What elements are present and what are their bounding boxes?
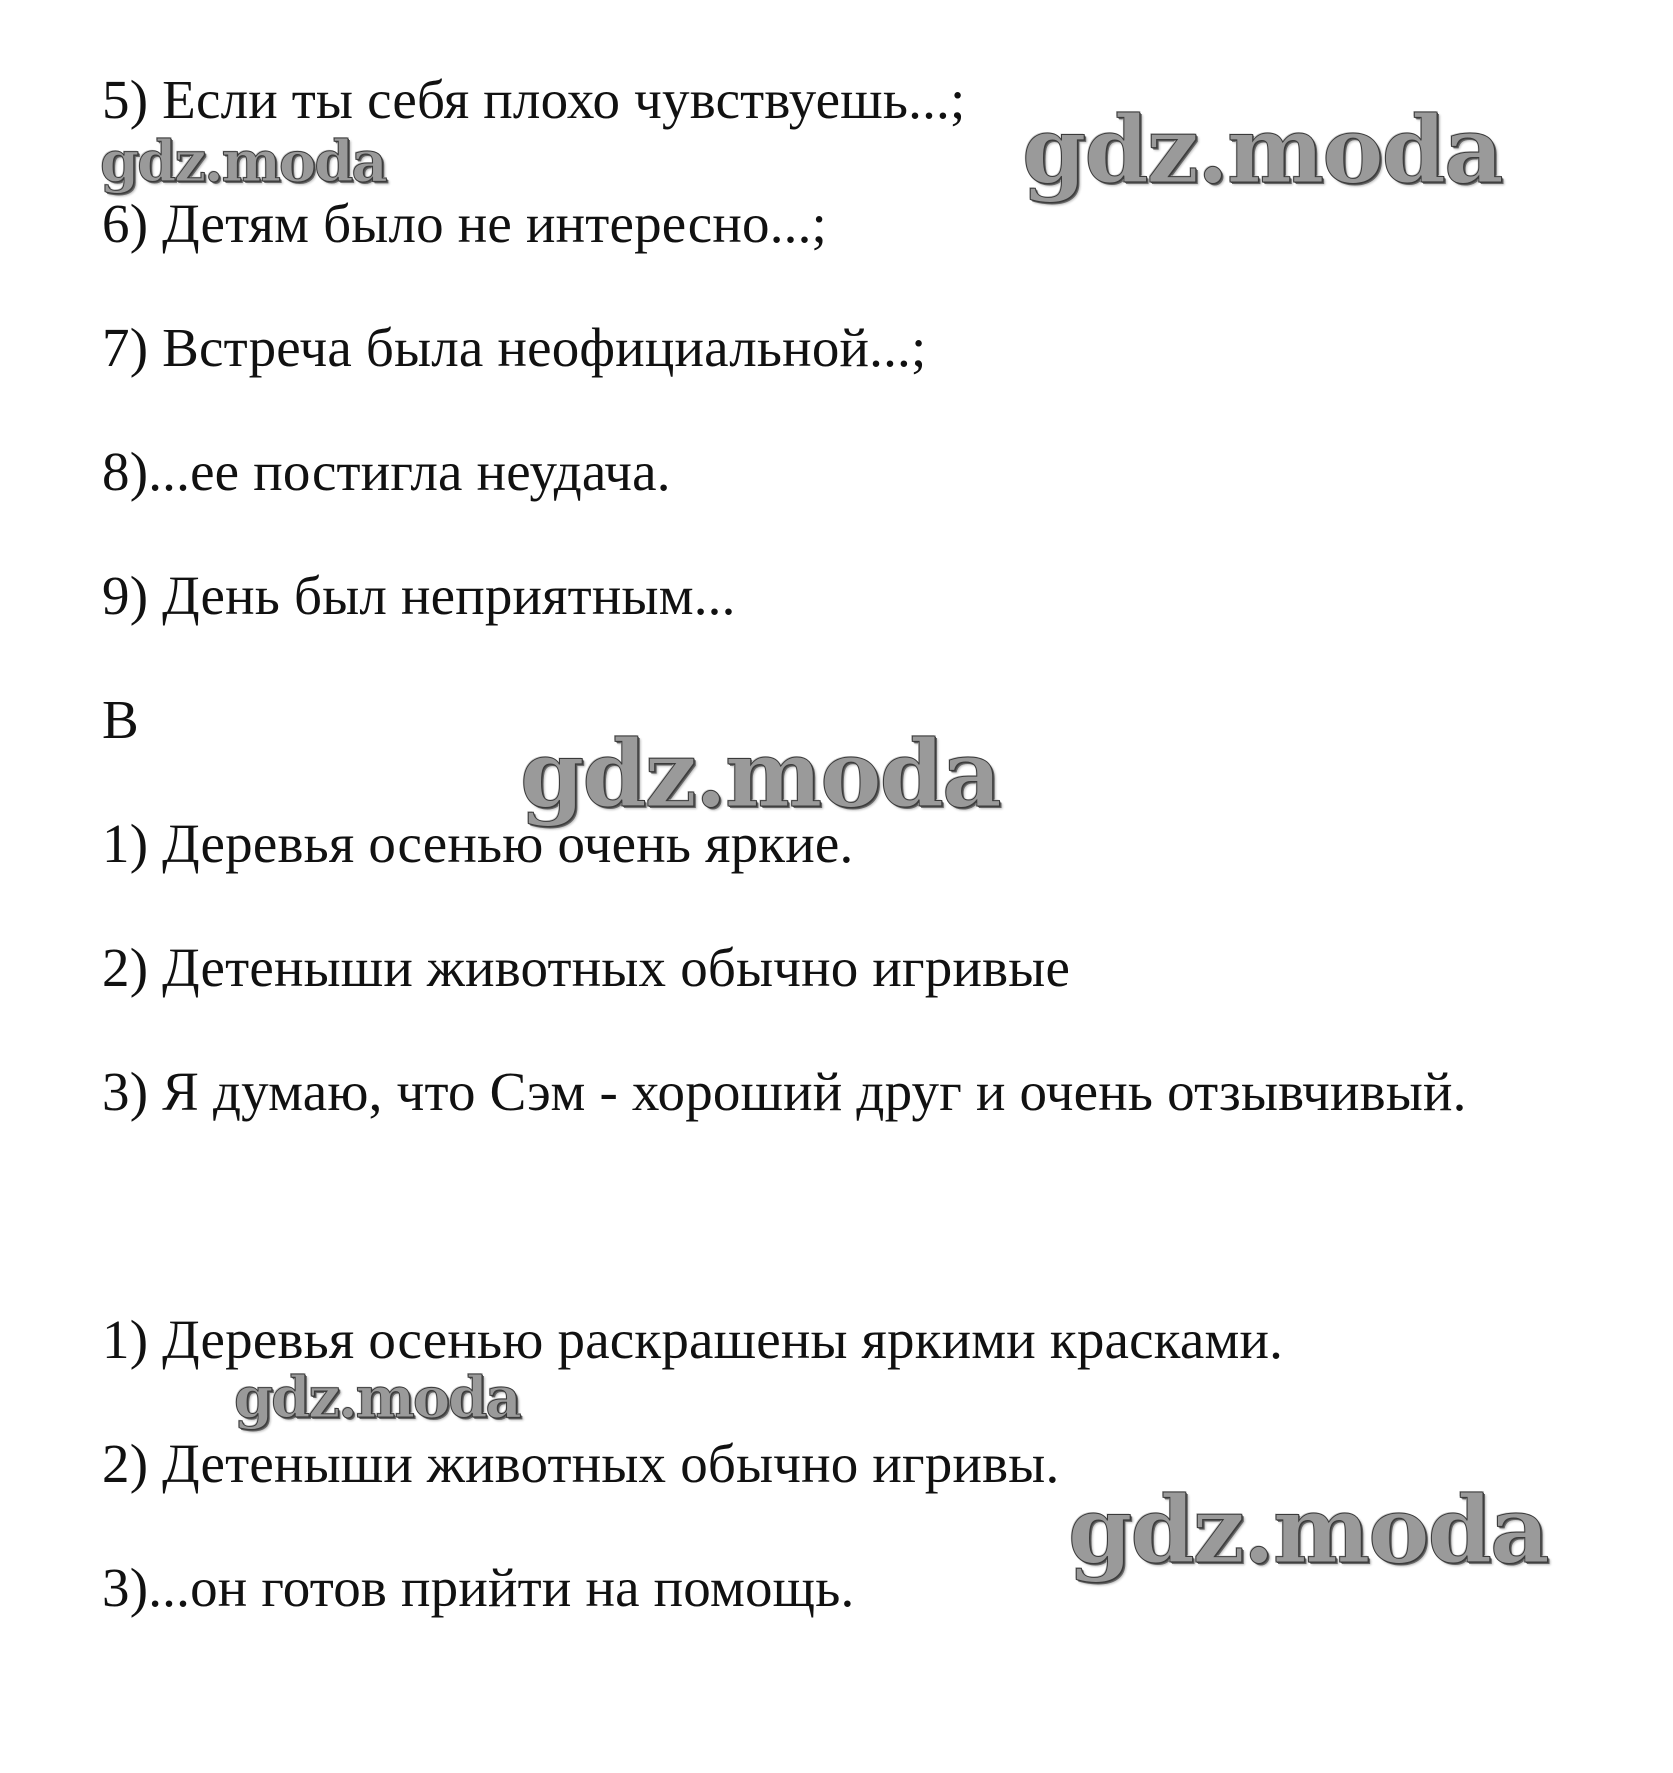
watermark-logo: gdz.moda [234, 1365, 520, 1431]
section-heading-v: В [102, 689, 139, 750]
text-line-c1: 1) Деревья осенью раскрашены яркими красками. [102, 1309, 1284, 1370]
text-line-5: 5) Если ты себя плохо чувствуешь...; [102, 69, 966, 130]
watermark-logo: gdz.moda [100, 129, 386, 195]
text-line-c3: 3)...он готов прийти на помощь. [102, 1557, 855, 1618]
text-line-b3: 3) Я думаю, что Сэм - хороший друг и очень отзывчивый. [102, 1061, 1467, 1122]
text-line-7: 7) Встреча была неофициальной...; [102, 317, 927, 378]
text-line-b2: 2) Детеныши животных обычно игривые [102, 937, 1071, 998]
text-line-c2: 2) Детеныши животных обычно игривы. [102, 1433, 1060, 1494]
watermark-logo: gdz.moda [520, 720, 1000, 828]
watermark-logo: gdz.moda [1022, 96, 1502, 204]
text-line-6: 6) Детям было не интересно...; [102, 193, 828, 254]
watermark-logo: gdz.moda [1068, 1476, 1548, 1584]
text-line-b1: 1) Деревья осенью очень яркие. [102, 813, 854, 874]
text-line-9: 9) День был неприятным... [102, 565, 736, 626]
text-line-8: 8)...ее постигла неудача. [102, 441, 671, 502]
